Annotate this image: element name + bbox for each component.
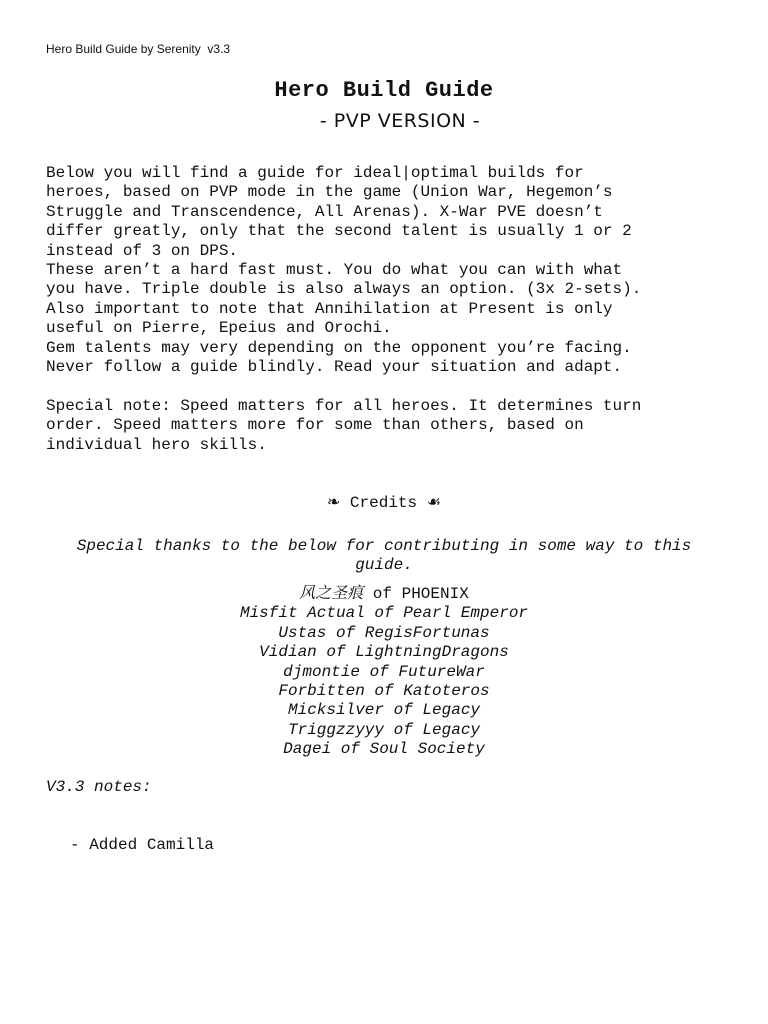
list-item	[0, 583, 768, 604]
page-title: Hero Build Guide	[274, 78, 494, 103]
list-item: djmontie of FutureWar	[283, 662, 485, 681]
contributor-guild: of PHOENIX	[363, 585, 469, 603]
list-item: Dagei of Soul Society	[283, 740, 485, 759]
list-item: Ustas of RegisFortunas	[278, 623, 490, 642]
version-notes-list	[70, 797, 214, 875]
special-note-paragraph: Special note: Speed matters for all heroes. It determines turn order. Speed matters more for some than others, based on individual hero skills.	[46, 397, 642, 454]
list-item: Misfit Actual of Pearl Emperor	[239, 604, 529, 623]
list-item: Vidian of LightningDragons	[259, 643, 509, 662]
list-item: Triggzzyyy of Legacy	[287, 720, 481, 739]
intro-paragraph: Below you will find a guide for ideal|optimal builds for heroes, based on PVP mode in the game (Union War, Hegemon’s Struggle and Transcendence, All Arenas). X-War PVE doesn’t differ greatly, only that the second talent is usually 1 or 2 instead of 3 on DPS. These aren’t a hard fast must. You do what you can with what you have. Triple double is also always an option. (3x 2-sets). Also important to note that Annihilation at Present is only useful on Pierre, Epeius and Orochi. Gem talents may very depending on the opponent you’re facing. Never follow a guide blindly. Read your situation and adapt.	[46, 164, 642, 377]
version-notes-title: V3.3 notes:	[46, 778, 152, 796]
contributor-name: 风之圣痕	[299, 583, 364, 602]
document-header: Hero Build Guide by Serenity v3.3	[46, 42, 231, 56]
page-subtitle: - PVP VERSION -	[319, 110, 481, 132]
contributor-list	[0, 583, 768, 760]
list-item: Forbitten of Katoteros	[278, 682, 490, 701]
credits-thanks: Special thanks to the below for contributing in some way to this guide.	[76, 537, 692, 575]
credits-heading: ❧ Credits ☙	[326, 494, 442, 512]
list-item: - Added Camilla	[70, 835, 215, 854]
list-item: Micksilver of Legacy	[287, 701, 481, 720]
